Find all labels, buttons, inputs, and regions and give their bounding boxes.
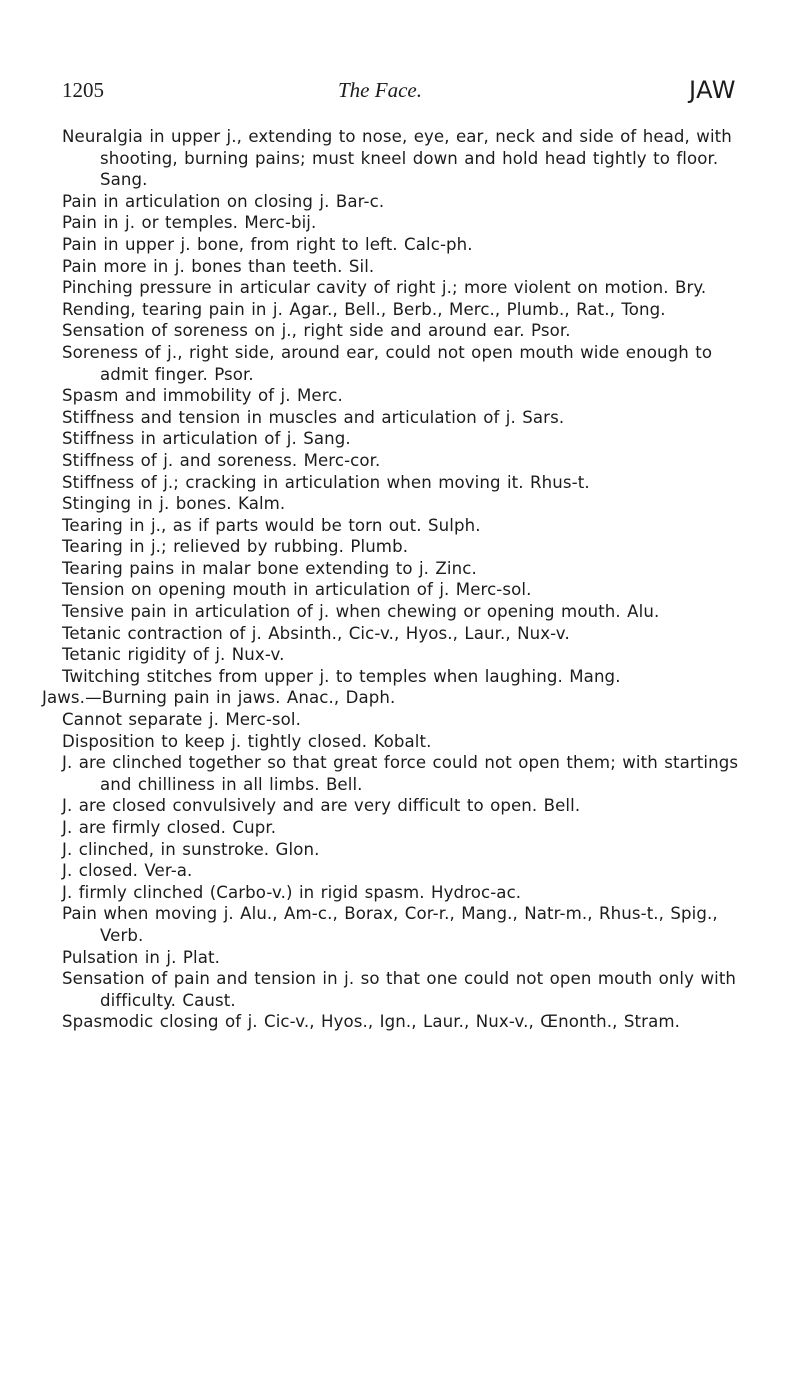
entry-text: Tearing in j.; relieved by rubbing. Plumb. [62, 537, 409, 557]
symptom-entry [62, 752, 744, 795]
entry-text: Pulsation in j. Plat. [62, 947, 220, 967]
entry-text: Pain when moving j. Alu., Am-c., Borax, Cor-r., Mang., Natr-m., Rhus-t., Spig., Verb. [62, 904, 718, 945]
entry-text: Tetanic contraction of j. Absinth., Cic-v., Hyos., Laur., Nux-v. [62, 623, 570, 643]
entry-text: Stiffness in articulation of j. Sang. [62, 429, 351, 449]
entry-text: Pain in articulation on closing j. Bar-c. [62, 191, 385, 211]
symptom-entry [62, 342, 744, 385]
symptom-entry [62, 947, 744, 969]
entry-text: Stiffness and tension in muscles and articulation of j. Sars. [62, 407, 565, 427]
symptom-entry [62, 968, 744, 1011]
symptom-entry [62, 407, 744, 429]
entry-text: Spasm and immobility of j. Merc. [62, 386, 343, 406]
entry-text: Sensation of soreness on j., right side and around ear. Psor. [62, 321, 571, 341]
entry-text: —Burning pain in jaws. Anac., Daph. [85, 688, 396, 708]
entry-text: Cannot separate j. Merc-sol. [62, 710, 301, 730]
entry-list [42, 126, 744, 1033]
page-number: 1205 [62, 78, 104, 102]
entry-text: Pain in j. or temples. Merc-bij. [62, 213, 317, 233]
symptom-entry [62, 428, 744, 450]
entry-text: Tension on opening mouth in articulation of j. Merc-sol. [62, 580, 532, 600]
entry-text: J. are closed convulsively and are very difficult to open. Bell. [62, 796, 581, 816]
entry-text: Twitching stitches from upper j. to temples when laughing. Mang. [62, 666, 621, 686]
symptom-entry [62, 795, 744, 817]
entry-text: J. clinched, in sunstroke. Glon. [62, 839, 320, 859]
symptom-entry [62, 839, 744, 861]
symptom-entry [62, 882, 744, 904]
entry-text: Sensation of pain and tension in j. so that one could not open mouth only with difficulty. Caust. [62, 969, 737, 1010]
entry-text: Rending, tearing pain in j. Agar., Bell., Berb., Merc., Plumb., Rat., Tong. [62, 299, 666, 319]
symptom-entry [62, 860, 744, 882]
symptom-entry [62, 731, 744, 753]
entry-text: Pinching pressure in articular cavity of right j.; more violent on motion. Bry. [62, 278, 707, 298]
entry-text: J. are clinched together so that great force could not open them; with startings and chilliness in all limbs. Bell. [62, 753, 739, 794]
symptom-entry [62, 579, 744, 601]
symptom-entry [62, 385, 744, 407]
symptom-entry [62, 126, 744, 191]
symptom-entry [62, 903, 744, 946]
entry-text: Stiffness of j.; cracking in articulation when moving it. Rhus-t. [62, 472, 590, 492]
symptom-entry [62, 472, 744, 494]
symptom-entry [62, 558, 744, 580]
entry-text: J. closed. Ver-a. [62, 861, 193, 881]
entry-text: Pain more in j. bones than teeth. Sil. [62, 256, 375, 276]
section-heading: JAW [689, 76, 736, 104]
symptom-entry [62, 536, 744, 558]
page-header [62, 78, 736, 108]
symptom-entry [62, 299, 744, 321]
entry-text: Disposition to keep j. tightly closed. Kobalt. [62, 731, 432, 751]
running-title: The Face. [338, 78, 422, 102]
symptom-entry [62, 191, 744, 213]
symptom-entry [62, 256, 744, 278]
symptom-entry [62, 320, 744, 342]
entry-text: J. are firmly closed. Cupr. [62, 818, 277, 837]
symptom-entry [62, 1011, 744, 1033]
entry-text: Pain in upper j. bone, from right to left. Calc-ph. [62, 234, 473, 254]
entry-text: Tensive pain in articulation of j. when chewing or opening mouth. Alu. [62, 602, 660, 622]
rubric-entry [42, 687, 744, 709]
symptom-entry [62, 666, 744, 688]
symptom-entry [62, 623, 744, 645]
entry-text: Tearing pains in malar bone extending to j. Zinc. [62, 558, 477, 578]
symptom-entry [62, 277, 744, 299]
symptom-entry [62, 234, 744, 256]
entry-text: Stiffness of j. and soreness. Merc-cor. [62, 450, 381, 470]
rubric-heading: Jaws. [42, 688, 86, 708]
symptom-entry [62, 515, 744, 537]
entry-text: Stinging in j. bones. Kalm. [62, 494, 286, 514]
symptom-entry [62, 817, 744, 839]
entry-text: Neuralgia in upper j., extending to nose, eye, ear, neck and side of head, with shooting, burning pains; must kneel down and hold head tightly to floor. Sang. [62, 127, 732, 190]
symptom-entry [62, 644, 744, 666]
entry-text: Tearing in j., as if parts would be torn out. Sulph. [62, 515, 481, 535]
symptom-entry [62, 212, 744, 234]
symptom-entry [62, 709, 744, 731]
entry-text: Soreness of j., right side, around ear, could not open mouth wide enough to admit finger. Psor. [62, 342, 713, 384]
entry-text: Tetanic rigidity of j. Nux-v. [62, 645, 285, 665]
symptom-entry [62, 450, 744, 472]
entry-text: J. firmly clinched (Carbo-v.) in rigid spasm. Hydroc-ac. [62, 882, 522, 902]
symptom-entry [62, 601, 744, 623]
symptom-entry [62, 493, 744, 515]
entry-text: Spasmodic closing of j. Cic-v., Hyos., Ign., Laur., Nux-v., Œnonth., Stram. [62, 1012, 680, 1032]
